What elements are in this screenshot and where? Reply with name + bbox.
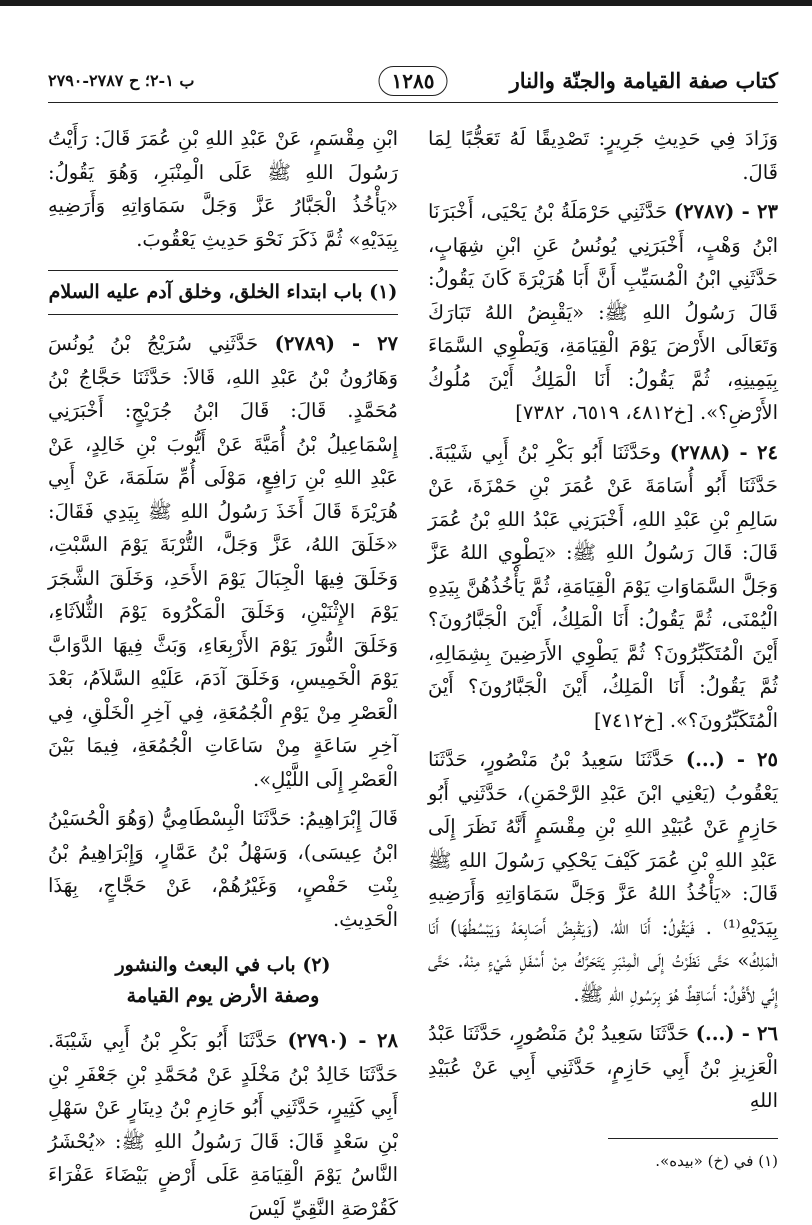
hadith-number: ٢٤ - (٢٧٨٨) [669, 440, 778, 464]
left-column [48, 118, 399, 1220]
hadith-number: ٢٦ - (...) [695, 1022, 778, 1045]
book-title: كتاب صفة القيامة والجنّة والنار [509, 67, 778, 93]
hadith-number: ٢٥ - (...) [685, 748, 778, 771]
page-number: ١٢٨٥ [379, 66, 448, 96]
chapter-heading: (١) باب ابتداء الخلق، وخلق آدم عليه السلام [48, 270, 398, 315]
hadith-entry [48, 1024, 398, 1225]
book-page [48, 58, 778, 1220]
hadith-entry [428, 1017, 778, 1118]
hadith-entry [48, 327, 398, 796]
hadith-entry [428, 743, 778, 1011]
hadith-entry [428, 436, 778, 738]
footnote: (١) في (خ) «بيده». [655, 1152, 778, 1170]
chapter-heading: (٢) باب في البعث والنشور [115, 954, 331, 976]
hadith-number: ٢٧ - (٢٧٨٩) [274, 332, 399, 355]
text-paragraph: قَالَ إِبْرَاهِيمُ: حَدَّثَنَا الْبِسْطَامِيُّ (وَهُوَ الْحُسَيْنُ ابْنُ عِيسَى)، وَسَهْلُ بْنُ عَمَّارٍ، وَإِبْرَاهِيمُ بْنُ بِنْتِ حَفْصٍ، وَغَيْرُهُمْ، عَنْ حَجَّاجٍ، بِهَذَا الْحَدِيثِ. [48, 807, 398, 931]
hadith-entry [428, 195, 778, 430]
right-column [428, 118, 778, 1143]
scan-edge-line [0, 0, 812, 6]
hadith-text: حَدَّثَنِي حَرْمَلَةُ بْنُ يَحْيَى، أَخْبَرَنَا ابْنُ وَهْبٍ، أَخْبَرَنِي يُونُسُ عَنِ ابْنِ شِهَابٍ، حَدَّثَنِي ابْنُ الْمُسَيِّبِ أَنَّ أَبَا هُرَيْرَةَ كَانَ يَقُولُ: قَالَ رَسُولُ اللهِ ﷺ: «يَقْبِضُ اللهُ تَبَارَكَ وَتَعَالَى الأَرْضَ يَوْمَ الْقِيَامَةِ، وَيَطْوِي السَّمَاءَ بِيَمِينِهِ، ثُمَّ يَقُولُ: أَنَا الْمَلِكُ أَيْنَ مُلُوكُ الأَرْضِ؟». [خ٤٨١٢، ٦٥١٩، ٧٣٨٢] [428, 200, 778, 424]
hadith-text: حَدَّثَنَا سَعِيدُ بْنُ مَنْصُورٍ، حَدَّثَنَا يَعْقُوبُ (يَعْنِي ابْنَ عَبْدِ الرَّحْمَنِ)، حَدَّثَنِي أَبُو حَازِمٍ عَنْ عُبَيْدِ اللهِ بْنِ مِقْسَمٍ أَنَّهُ نَظَرَ إِلَى عَبْدِ اللهِ بْنِ عُمَرَ كَيْفَ يَحْكِي رَسُولَ اللهِ ﷺ قَالَ: «يَأْخُذُ اللهُ عَزَّ وَجَلَّ سَمَاوَاتِهِ وَأَرَضِيهِ بِيَدَيْهِ⁽¹⁾ . فَيَقُولُ: أَنَا اللهُ، (وَيَقْبِضُ أَصَابِعَهُ وَيَبْسُطُهَا) أَنَا الْمَلِكُ» حَتَّى نَظَرْتُ إِلَى الْمِنْبَرِ يَتَحَرَّكُ مِنْ أَسْفَلِ شَيْءٍ مِنْهُ. حَتَّى إِنِّي لأَقُولُ: أَسَاقِطٌ هُوَ بِرَسُولِ اللهِ ﷺ. [428, 748, 778, 1006]
text-paragraph: ابْنِ مِقْسَمٍ، عَنْ عَبْدِ اللهِ بْنِ عُمَرَ قَالَ: رَأَيْتُ رَسُولَ اللهِ ﷺ عَلَى الْمِنْبَرِ، وَهُوَ يَقُولُ: «يَأْخُذُ الْجَبَّارُ عَزَّ وَجَلَّ سَمَاوَاتِهِ وَأَرَضِيهِ بِيَدَيْهِ» ثُمَّ ذَكَرَ نَحْوَ حَدِيثِ يَعْقُوبَ. [48, 127, 398, 251]
hadith-text: وحَدَّثَنَا أَبُو بَكْرِ بْنُ أَبِي شَيْبَةَ. حَدَّثَنَا أَبُو أُسَامَةَ عَنْ عُمَرَ بْنِ حَمْزَةَ، عَنْ سَالِمِ بْنِ عَبْدِ اللهِ، أَخْبَرَنِي عَبْدُ اللهِ بْنُ عُمَرَ قَالَ: قَالَ رَسُولُ اللهِ ﷺ: «يَطْوِي اللهُ عَزَّ وَجَلَّ السَّمَاوَاتِ يَوْمَ الْقِيَامَةِ، ثُمَّ يَأْخُذُهُنَّ بِيَدِهِ الْيُمْنَى، ثُمَّ يَقُولُ: أَنَا الْمَلِكُ، أَيْنَ الْجَبَّارُونَ؟ أَيْنَ الْمُتَكَبِّرُونَ؟ ثُمَّ يَطْوِي الأَرَضِينَ بِشِمَالِهِ، ثُمَّ يَقُولُ: أَنَا الْمَلِكُ، أَيْنَ الْجَبَّارُونَ؟ أَيْنَ الْمُتَكَبِّرُونَ؟». [خ٧٤١٢] [428, 440, 778, 732]
running-header [48, 58, 778, 103]
chapter-subheading: وصفة الأرض يوم القيامة [126, 985, 320, 1007]
hadith-number: ٢٣ - (٢٧٨٧) [673, 200, 778, 223]
hadith-text: حَدَّثَنَا سَعِيدُ بْنُ مَنْصُورٍ، حَدَّثَنَا عَبْدُ الْعَزِيزِ بْنُ أَبِي حَازِمٍ، حَدَّثَنِي أَبِي عَنْ عُبَيْدِ اللهِ [428, 1022, 778, 1112]
hadith-number: ٢٨ - (٢٧٩٠) [287, 1029, 398, 1052]
hadith-range: ب ١-٢؛ ح ٢٧٨٧-٢٧٩٠ [48, 70, 195, 90]
text-paragraph: وَزَادَ فِي حَدِيثِ جَرِيرٍ: تَصْدِيقًا لَهُ تَعَجُّبًا لِمَا قَالَ. [428, 127, 778, 184]
hadith-text: حَدَّثَنِي سُرَيْجُ بْنُ يُونُسَ وَهَارُونُ بْنُ عَبْدِ اللهِ، قَالاَ: حَدَّثَنَا حَجَّاجُ بْنُ مُحَمَّدٍ. قَالَ: قَالَ ابْنُ جُرَيْجٍ: أَخْبَرَنِي إِسْمَاعِيلُ بْنُ أُمَيَّةَ عَنْ أَيُّوبَ بْنِ خَالِدٍ، عَنْ عَبْدِ اللهِ بْنِ رَافِعٍ، مَوْلَى أُمِّ سَلَمَةَ، عَنْ أَبِي هُرَيْرَةَ قَالَ أَخَذَ رَسُولُ اللهِ ﷺ بِيَدِي فَقَالَ: «خَلَقَ اللهُ، عَزَّ وَجَلَّ، التُّرْبَةَ يَوْمَ السَّبْتِ، وَخَلَقَ فِيهَا الْجِبَالَ يَوْمَ الأَحَدِ، وَخَلَقَ الشَّجَرَ يَوْمَ الإِثْنَيْنِ، وَخَلَقَ الْمَكْرُوهَ يَوْمَ الثُّلاَثَاءِ، وَخَلَقَ النُّورَ يَوْمَ الأَرْبِعَاءِ، وَبَثَّ فِيهَا الدَّوَابَّ يَوْمَ الْخَمِيسِ، وَخَلَقَ آدَمَ، عَلَيْهِ السَّلاَمُ، بَعْدَ الْعَصْرِ مِنْ يَوْمِ الْجُمُعَةِ، فِي آخِرِ الْخَلْقِ، فِي آخِرِ سَاعَةٍ مِنْ سَاعَاتِ الْجُمُعَةِ، فِيمَا بَيْنَ الْعَصْرِ إِلَى اللَّيْلِ». [48, 332, 398, 791]
hadith-text: حَدَّثَنَا أَبُو بَكْرِ بْنُ أَبِي شَيْبَةَ. حَدَّثَنَا خَالِدُ بْنُ مَخْلَدٍ عَنْ مُحَمَّدِ بْنِ جَعْفَرِ بْنِ أَبِي كَثِيرٍ، حَدَّثَنِي أَبُو حَازِمِ بْنُ دِينَارٍ عَنْ سَهْلِ بْنِ سَعْدٍ قَالَ: قَالَ رَسُولُ اللهِ ﷺ: «يُحْشَرُ النَّاسُ يَوْمَ الْقِيَامَةِ عَلَى أَرْضٍ بَيْضَاءَ عَفْرَاءَ كَقُرْصَةِ النَّقِيِّ لَيْسَ [48, 1029, 398, 1220]
footnote-rule [608, 1138, 778, 1139]
